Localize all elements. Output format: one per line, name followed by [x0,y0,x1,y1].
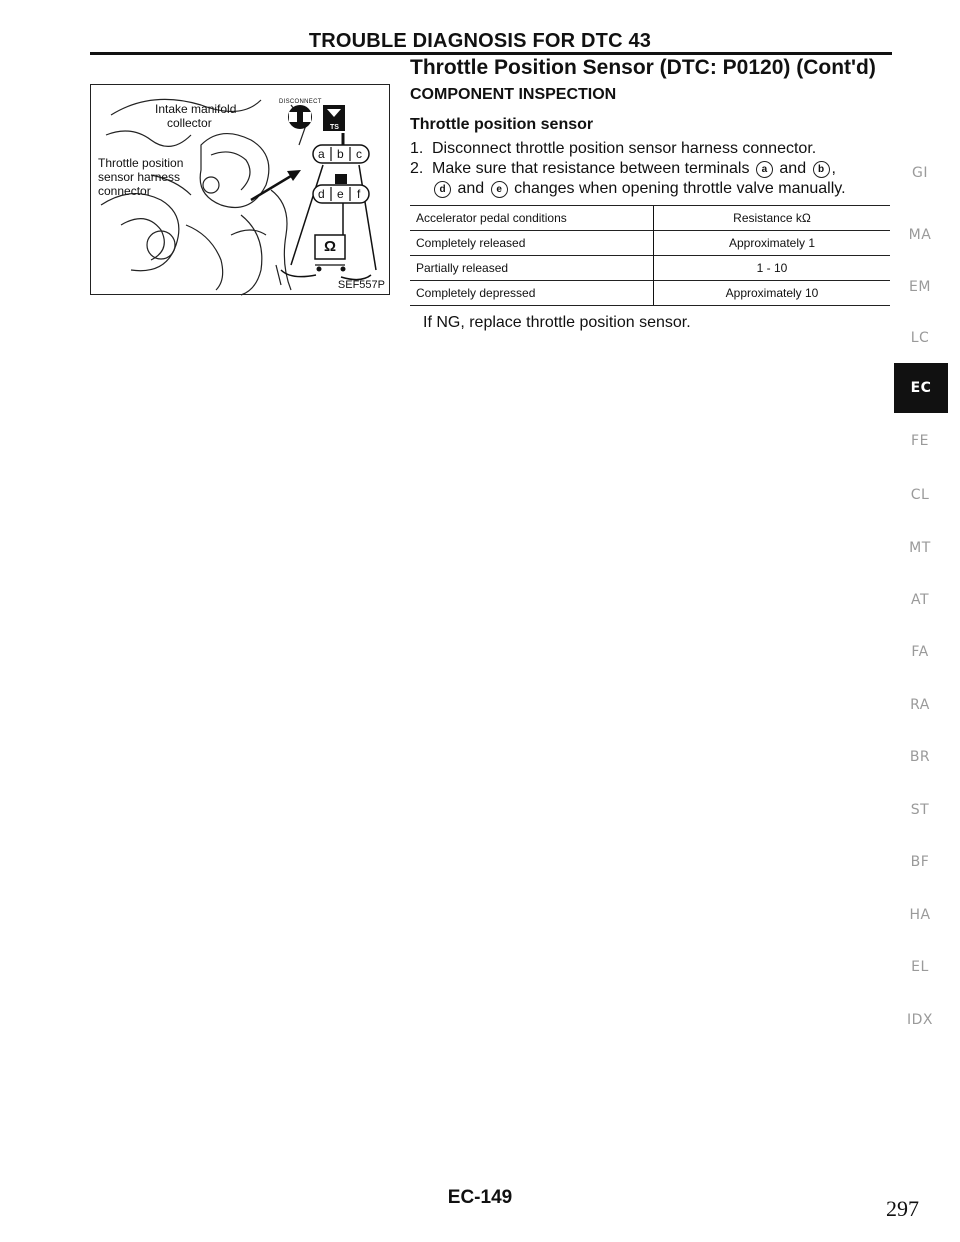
step-2-comma: , [831,160,836,177]
step-2-and-1: and [779,160,807,177]
tab-ha[interactable]: HA [909,907,931,923]
tab-ma[interactable]: MA [908,227,932,243]
terminal-d-marker: d [434,181,451,198]
step-2 [410,159,900,199]
label-sensor-line-3: connector [98,184,151,198]
tab-em[interactable]: EM [909,279,931,295]
tab-cl[interactable]: CL [910,487,930,503]
table-header-condition: Accelerator pedal conditions [410,206,654,231]
step-1-number: 1. [410,140,424,157]
figure-code: SEF557P [337,279,385,291]
section-title: Throttle Position Sensor (DTC: P0120) (Cont'd) [410,56,876,79]
tab-mt[interactable]: MT [909,540,931,556]
terminal-e: e [337,187,344,201]
terminal-e-marker: e [491,181,508,198]
step-2-and-2: and [457,180,485,197]
table-cell-condition: Completely depressed [410,281,654,306]
label-disconnect: DISCONNECT [279,99,322,105]
label-sensor-line-1: Throttle position [98,156,184,170]
label-ts: TS [330,124,339,131]
terminal-a-marker: a [756,161,773,178]
tab-at[interactable]: AT [910,592,930,608]
table-cell-resistance: Approximately 10 [654,281,891,306]
step-1-text: Disconnect throttle position sensor harness connector. [432,140,817,157]
step-2-text-b: changes when opening throttle valve manually. [514,180,846,197]
step-2-number: 2. [410,160,424,177]
disconnect-connector-icon [288,105,312,129]
resistance-spec-table [410,205,890,306]
terminal-b: b [337,147,344,161]
component-inspection-heading: COMPONENT INSPECTION [410,86,617,103]
tab-gi[interactable]: GI [912,165,928,181]
page-number: 297 [886,1196,919,1221]
tab-br[interactable]: BR [909,749,931,765]
ng-note: If NG, replace throttle position sensor. [423,314,691,331]
table-header-resistance: Resistance kΩ [654,206,891,231]
tab-el[interactable]: EL [911,959,929,975]
footer-section-code: EC-149 [447,1187,513,1208]
table-cell-condition: Partially released [410,256,654,281]
throttle-sensor-subheading: Throttle position sensor [410,116,594,133]
terminal-d: d [318,187,325,201]
label-intake-manifold: Intake manifold [155,102,237,116]
tab-fe[interactable]: FE [911,433,929,449]
terminal-f: f [357,187,361,201]
tab-bf[interactable]: BF [910,854,930,870]
tab-st[interactable]: ST [910,802,930,818]
connector-figure [90,84,390,295]
step-1 [410,139,900,159]
table-cell-resistance: Approximately 1 [654,231,891,256]
table-header-row [410,206,890,231]
terminal-c: c [356,147,362,161]
terminal-b-marker: b [813,161,830,178]
label-collector: collector [167,116,212,130]
header-rule [90,52,892,55]
table-cell-resistance: 1 - 10 [654,256,891,281]
label-sensor-line-2: sensor harness [98,170,181,184]
procedure-steps [410,139,900,199]
tab-idx[interactable]: IDX [907,1012,933,1028]
terminal-a: a [318,147,325,161]
tab-fa[interactable]: FA [911,644,929,660]
table-row [410,281,890,306]
table-row [410,231,890,256]
page-header-title: TROUBLE DIAGNOSIS FOR DTC 43 [308,30,652,52]
table-row [410,256,890,281]
tab-ra[interactable]: RA [910,697,930,713]
table-cell-condition: Completely released [410,231,654,256]
ohm-symbol: Ω [324,238,337,255]
tab-ec[interactable]: EC [894,363,948,413]
step-2-text-a: Make sure that resistance between terminals [432,160,750,177]
tab-lc[interactable]: LC [910,330,930,346]
